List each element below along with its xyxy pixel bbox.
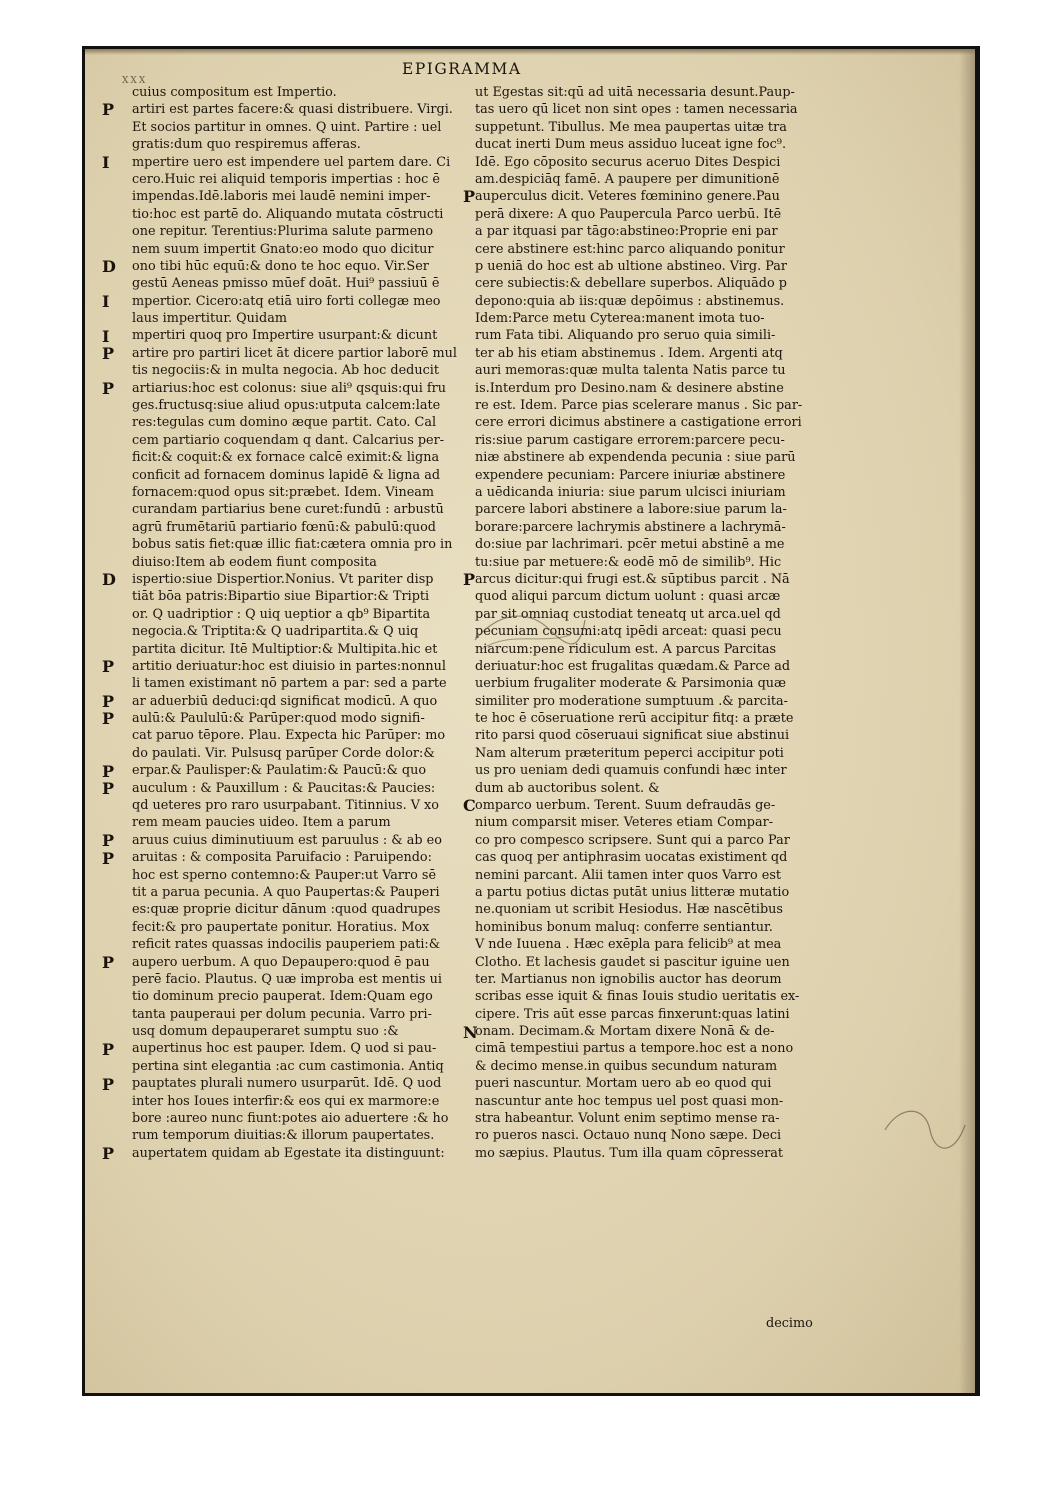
text-line: onam. Decimam.& Mortam dixere Nonā & de- bbox=[475, 1024, 775, 1040]
text-line: cas quoq per antiphrasim uocatas existiment qd bbox=[475, 850, 788, 866]
text-line: co pro compesco scripsere. Sunt qui a parco Par bbox=[475, 832, 790, 848]
initial-letter: P bbox=[102, 779, 115, 798]
text-line: scribas esse iquit & finas Iouis studio ueritatis ex- bbox=[475, 989, 800, 1005]
text-line: fornacem:quod opus sit:præbet. Idem. Vineam bbox=[132, 484, 435, 500]
text-line: aulū:& Paululū:& Parūper:quod modo signifi- bbox=[132, 711, 425, 727]
text-line: Idem:Parce metu Cyterea:manent imota tuo- bbox=[475, 311, 765, 327]
text-line: pauptates plurali numero usurparūt. Idē. Q uod bbox=[132, 1076, 442, 1092]
text-line: ro pueros nasci. Octauo nunq Nono sæpe. Deci bbox=[475, 1128, 782, 1144]
text-line: laus impertitur. Quidam bbox=[132, 311, 287, 327]
text-line: depono:quia ab iis:quæ depōimus : abstinemus. bbox=[475, 293, 785, 309]
text-line: erpar.& Paulisper:& Paulatim:& Paucū:& quo bbox=[132, 763, 427, 779]
initial-letter: P bbox=[102, 100, 115, 120]
text-line: res:tegulas cum domino æque partit. Cato. Cal bbox=[132, 415, 437, 431]
text-line: agrū frumētariū partiario fœnū:& pabulū:quod bbox=[132, 519, 437, 535]
text-line: mpertiri quoq pro Impertire usurpant:& dicunt bbox=[132, 328, 438, 344]
text-line: am.despiciāq famē. A paupere per dimunitionē bbox=[475, 171, 780, 187]
initial-letter: P bbox=[102, 692, 115, 711]
text-line: perā dixere: A quo Paupercula Parco uerbū. Itē bbox=[475, 206, 782, 222]
text-line: parcere labori abstinere a labore:siue parum la- bbox=[475, 502, 787, 518]
text-line: perē facio. Plautus. Q uæ improba est mentis ui bbox=[132, 971, 442, 987]
text-line: tanta pauperaui per dolum pecunia. Varro pri- bbox=[132, 1006, 432, 1022]
text-line: expendere pecuniam: Parcere iniuriæ abstinere bbox=[475, 467, 786, 483]
text-line: reficit rates quassas indocilis pauperiem pati:& bbox=[132, 937, 441, 953]
text-line: aupero uerbum. A quo Depaupero:quod ē pau bbox=[132, 954, 430, 970]
text-line: Et socios partitur in omnes. Q uint. Partire : uel bbox=[132, 119, 442, 135]
text-line: ris:siue parum castigare errorem:parcere pecu- bbox=[475, 432, 785, 448]
text-line: omparco uerbum. Terent. Suum defraudās ge- bbox=[475, 798, 776, 814]
text-line: similiter pro moderatione sumptuum .& parcita- bbox=[475, 693, 789, 709]
text-line: cero.Huic rei aliquid temporis impertias : hoc ē bbox=[132, 171, 440, 187]
text-line: li tamen existimant nō partem a par: sed a parte bbox=[132, 676, 447, 692]
text-line: nemini parcant. Alii tamen inter quos Varro est bbox=[475, 867, 782, 883]
text-line: cuius compositum est Impertio. bbox=[132, 85, 337, 100]
text-line: impendas.Idē.laboris mei laudē nemini imper- bbox=[132, 189, 431, 205]
text-line: gestū Aeneas pmisso mūef doāt. Hui⁹ passiuū ē bbox=[132, 276, 440, 292]
text-line: ar aduerbiū deduci:qd significat modicū. A quo bbox=[132, 693, 438, 709]
text-line: ut Egestas sit:qū ad uitā necessaria desunt.Paup- bbox=[475, 85, 795, 100]
text-line: hoc est sperno contemno:& Pauper:ut Varro sē bbox=[132, 867, 437, 883]
text-line: partita dicitur. Itē Multiptior:& Multipita.hic et bbox=[132, 641, 438, 657]
text-line: a par itquasi par tāgo:abstineo:Proprie eni par bbox=[475, 224, 778, 240]
text-line: & decimo mense.in quibus secundum naturam bbox=[475, 1058, 778, 1074]
text-line: diuiso:Item ab eodem fiunt composita bbox=[132, 554, 377, 570]
text-line: par sit omniaq custodiat teneatq ut arca.uel qd bbox=[475, 606, 781, 622]
text-line: arcus dicitur:qui frugi est.& sūptibus parcit . Nā bbox=[475, 571, 790, 587]
text-line: mpertire uero est impendere uel partem dare. Ci bbox=[132, 154, 451, 170]
text-line: Clotho. Et lachesis gaudet si pascitur iguine uen bbox=[475, 954, 790, 970]
initial-letter: P bbox=[102, 657, 115, 677]
text-line: hominibus bonum maluq: conferre sentiantur. bbox=[475, 919, 773, 935]
initial-letter: P bbox=[463, 570, 476, 590]
text-line: ono tibi hūc equū:& dono te hoc equo. Vir.Ser bbox=[132, 258, 429, 274]
text-line: auperculus dicit. Veteres fœminino genere.Pau bbox=[475, 189, 780, 205]
text-line: inter hos Ioues interfir:& eos qui ex marmore:e bbox=[132, 1093, 440, 1109]
text-line: re est. Idem. Parce pias scelerare manus . Sic par- bbox=[475, 398, 803, 414]
text-line: fecit:& pro paupertate ponitur. Horatius. Mox bbox=[132, 919, 430, 935]
initial-letter: P bbox=[102, 831, 115, 851]
text-line: rum temporum diuitias:& illorum paupertates. bbox=[132, 1128, 435, 1144]
initial-letter: P bbox=[102, 709, 115, 729]
text-line: do:siue par lachrimari. pcēr metui abstinē a me bbox=[475, 537, 785, 553]
text-line: pueri nascuntur. Mortam uero ab eo quod qui bbox=[475, 1076, 772, 1092]
text-line: stra habeantur. Volunt enim septimo mense ra- bbox=[475, 1111, 780, 1127]
text-line: is.Interdum pro Desino.nam & desinere abstine bbox=[475, 380, 784, 396]
initial-letter: P bbox=[102, 953, 115, 972]
text-line: do paulati. Vir. Pulsusq parūper Corde dolor:& bbox=[132, 745, 435, 761]
text-line: tio dominum precio pauperat. Idem:Quam ego bbox=[132, 989, 433, 1005]
text-line: cimā tempestiui partus a tempore.hoc est a nono bbox=[475, 1041, 794, 1057]
running-title: EPIGRAMMA bbox=[402, 60, 522, 78]
initial-letter: I bbox=[102, 291, 110, 311]
text-line: auri memoras:quæ multa talenta Natis parce tu bbox=[475, 363, 786, 379]
text-line: p ueniā do hoc est ab ultione abstineo. Virg. Par bbox=[475, 258, 788, 274]
text-line: cere abstinere est:hinc parco aliquando ponitur bbox=[475, 241, 785, 257]
text-line: ne.quoniam ut scribit Hesiodus. Hæ nascētibus bbox=[475, 902, 783, 918]
text-line: mo sæpius. Plautus. Tum illa quam cōpresserat bbox=[475, 1145, 783, 1161]
text-line: es:quæ proprie dicitur dānum :quod quadrupes bbox=[132, 902, 441, 918]
text-line: nem suum impertit Gnato:eo modo quo dicitur bbox=[132, 241, 434, 257]
text-line: ficit:& coquit:& ex fornace calcē eximit:& ligna bbox=[132, 450, 440, 466]
initial-letter: P bbox=[102, 1074, 115, 1094]
text-line: niarcum:pene ridiculum est. A parcus Parcitas bbox=[475, 641, 777, 657]
initial-letter: P bbox=[102, 344, 115, 363]
text-line: uerbium frugaliter moderate & Parsimonia quæ bbox=[475, 676, 787, 692]
text-line: quod aliqui parcum dictum uolunt : quasi arcæ bbox=[475, 589, 781, 605]
text-line: cipere. Tris aūt esse parcas finxerunt:quas latini bbox=[475, 1006, 790, 1022]
text-line: ges.fructusq:siue aliud opus:utputa calcem:late bbox=[132, 398, 441, 414]
text-line: Nam alterum præteritum peperci accipitur poti bbox=[475, 745, 784, 761]
text-line: aruitas : & composita Paruifacio : Paruipendo: bbox=[132, 850, 432, 866]
text-line: curandam partiarius bene curet:fundū : arbustū bbox=[132, 502, 444, 518]
text-line: artiri est partes facere:& quasi distribuere. Virgi. bbox=[132, 102, 453, 118]
initial-letter: D bbox=[102, 570, 116, 590]
text-line: usq domum depauperaret sumptu suo :& bbox=[132, 1024, 399, 1040]
text-line: nascuntur ante hoc tempus uel post quasi mon- bbox=[475, 1093, 784, 1109]
text-line: artitio deriuatur:hoc est diuisio in partes:nonnul bbox=[132, 658, 446, 674]
text-line: pertina sint elegantia :ac cum castimonia. Antiq bbox=[132, 1058, 444, 1074]
text-line: tit a parua pecunia. A quo Paupertas:& Pauperi bbox=[132, 884, 440, 900]
page-edge-shadow bbox=[959, 49, 975, 1393]
right-text-column bbox=[475, 84, 853, 1162]
text-line: tas uero qū licet non sint opes : tamen necessaria bbox=[475, 102, 798, 118]
initial-letter: P bbox=[102, 1144, 115, 1164]
text-line: V nde Iuuena . Hæc exēpla para felicib⁹ at mea bbox=[475, 937, 782, 953]
text-line: niæ abstinere ab expendenda pecunia : siue parū bbox=[475, 450, 796, 466]
text-line: mpertior. Cicero:atq etiā uiro forti collegæ meo bbox=[132, 293, 441, 309]
text-line: auculum : & Pauxillum : & Paucitas:& Paucies: bbox=[132, 780, 436, 796]
text-line: ter. Martianus non ignobilis auctor has deorum bbox=[475, 971, 782, 987]
text-line: tis negociis:& in multa negocia. Ab hoc deducit bbox=[132, 363, 440, 379]
text-line: cat paruo tēpore. Plau. Expecta hic Parūper: mo bbox=[132, 728, 446, 744]
text-line: tio:hoc est partē do. Aliquando mutata cōstructi bbox=[132, 206, 444, 222]
initial-letter: P bbox=[102, 848, 115, 868]
text-line: tu:siue par metuere:& eodē mō de similib⁹. Hic bbox=[475, 554, 782, 570]
text-line: suppetunt. Tibullus. Me mea paupertas uitæ tra bbox=[475, 119, 787, 135]
text-line: a partu potius dictas putāt unius litteræ mutatio bbox=[475, 884, 790, 900]
text-line: Idē. Ego cōposito securus aceruo Dites Despici bbox=[475, 154, 781, 170]
left-text-column bbox=[132, 84, 490, 1162]
text-line: rum Fata tibi. Aliquando pro seruo quia simili- bbox=[475, 328, 776, 344]
text-line: borare:parcere lachrymis abstinere a lachrymā- bbox=[475, 519, 786, 535]
text-line: rem meam paucies uideo. Item a parum bbox=[132, 815, 391, 831]
text-line: deriuatur:hoc est frugalitas quædam.& Parce ad bbox=[475, 658, 791, 674]
text-line: us pro ueniam dedi quamuis confundi hæc inter bbox=[475, 763, 787, 779]
initial-letter: P bbox=[102, 761, 115, 781]
text-line: tiāt bōa patris:Bipartio siue Bipartior:& Tripti bbox=[132, 589, 430, 605]
initial-letter: I bbox=[102, 152, 110, 172]
text-line: rito parsi quod cōseruaui significat siue abstinui bbox=[475, 728, 790, 744]
text-line: aruus cuius diminutiuum est paruulus : & ab eo bbox=[132, 832, 442, 848]
text-line: or. Q uadriptior : Q uiq ueptior a qb⁹ Bipartita bbox=[132, 606, 431, 622]
initial-letter: N bbox=[463, 1022, 478, 1042]
text-line: pecuniam consumi:atq ipēdi arceat: quasi pecu bbox=[475, 624, 782, 640]
text-line: aupertinus hoc est pauper. Idem. Q uod si pau- bbox=[132, 1041, 437, 1057]
text-line: aupertatem quidam ab Egestate ita distinguunt: bbox=[132, 1145, 445, 1161]
text-line: negocia.& Triptita:& Q uadripartita.& Q uiq bbox=[132, 624, 419, 640]
text-line: qd ueteres pro raro usurpabant. Titinnius. V xo bbox=[132, 798, 439, 814]
text-line: cere errori dicimus abstinere a castigatione errori bbox=[475, 415, 802, 431]
initial-letter: I bbox=[102, 326, 110, 346]
text-line: one repitur. Terentius:Plurima salute parmeno bbox=[132, 224, 434, 240]
text-line: gratis:dum quo respiremus afferas. bbox=[132, 137, 361, 153]
text-line: te hoc ē cōseruatione rerū accipitur fitq: a præte bbox=[475, 711, 794, 727]
text-line: dum ab auctoribus solent. & bbox=[475, 780, 660, 796]
text-line: ducat inerti Dum meus assiduo luceat igne foc⁹. bbox=[475, 137, 787, 153]
initial-letter: C bbox=[463, 796, 476, 816]
text-line: conficit ad fornacem dominus lapidē & ligna ad bbox=[132, 467, 441, 483]
text-line: cere subiectis:& debellare superbos. Aliquādo p bbox=[475, 276, 787, 292]
text-line: bobus satis fiet:quæ illic fiat:cætera omnia pro in bbox=[132, 537, 453, 553]
initial-letter: P bbox=[102, 378, 115, 398]
initial-letter: P bbox=[463, 187, 476, 207]
initial-letter: D bbox=[102, 257, 116, 276]
text-line: ispertio:siue Dispertior.Nonius. Vt pariter disp bbox=[132, 571, 434, 587]
text-line: cem partiario coquendam q dant. Calcarius per- bbox=[132, 432, 445, 448]
initial-letter: P bbox=[102, 1040, 115, 1059]
folio-mark: XXX bbox=[122, 76, 148, 86]
catchword: decimo bbox=[766, 1316, 813, 1331]
text-line: artiarius:hoc est colonus: siue ali⁹ qsquis:qui fru bbox=[132, 380, 446, 396]
text-line: ter ab his etiam abstinemus . Idem. Argenti atq bbox=[475, 345, 783, 361]
text-line: nium comparsit miser. Veteres etiam Compar- bbox=[475, 815, 774, 831]
text-line: artire pro partiri licet āt dicere partior laborē mul bbox=[132, 345, 457, 361]
text-line: bore :aureo nunc fiunt:potes aio aduertere :& ho bbox=[132, 1111, 449, 1127]
text-line: a uēdicanda iniuria: siue parum ulcisci iniuriam bbox=[475, 484, 786, 500]
